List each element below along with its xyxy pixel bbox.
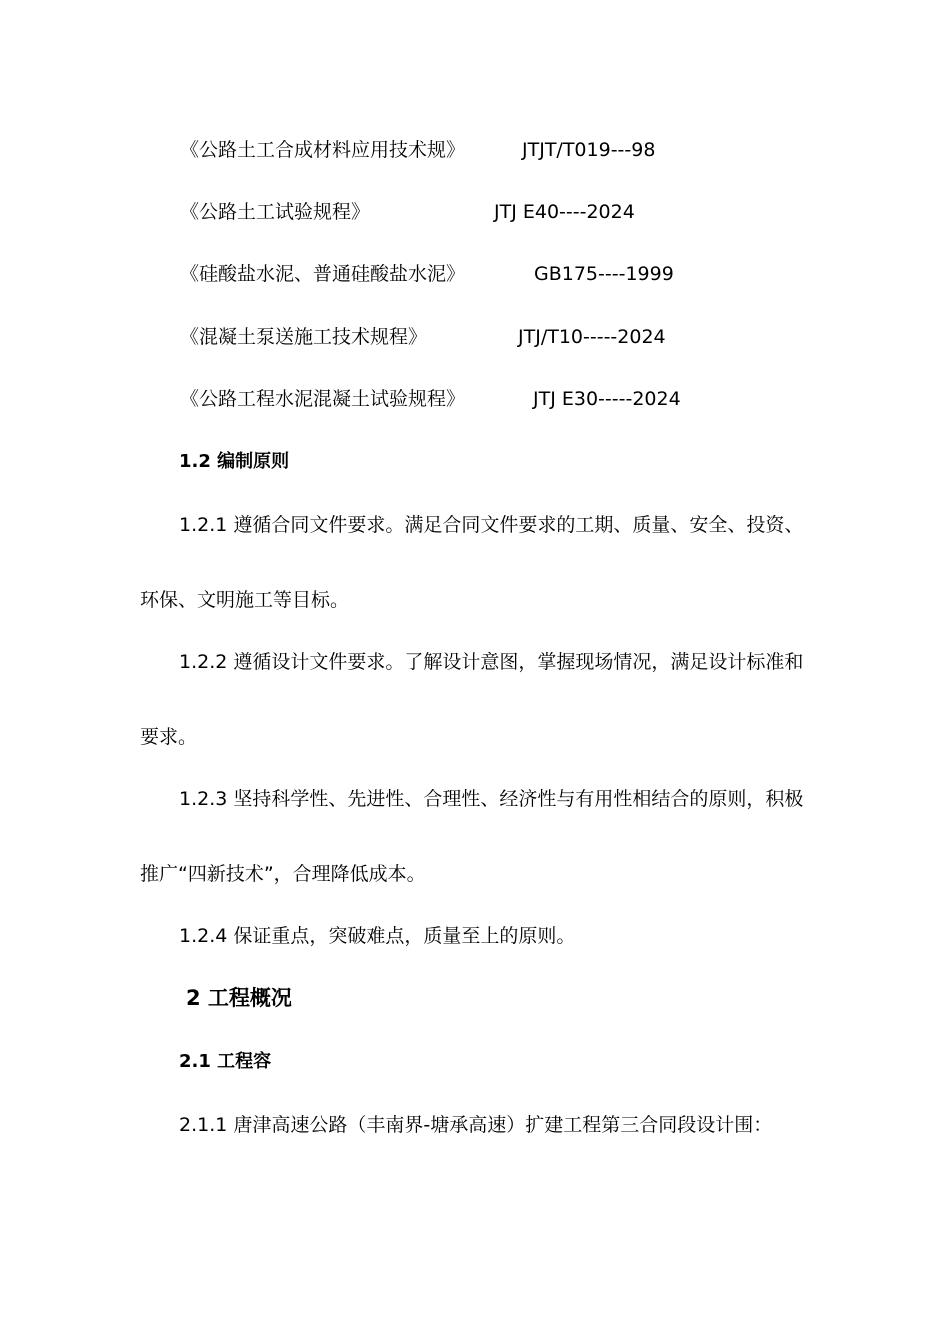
paragraph-line: 环保、文明施工等目标。 xyxy=(140,589,350,611)
paragraph-line: 1.2.2 遵循设计文件要求。了解设计意图，掌握现场情况，满足设计标准和 xyxy=(179,651,804,673)
standard-code: JTJ/T10-----2024 xyxy=(518,326,666,348)
paragraph-line: 1.2.3 坚持科学性、先进性、合理性、经济性与有用性相结合的原则，积极 xyxy=(179,788,804,810)
section-heading-2-1: 2.1 工程容 xyxy=(179,1051,272,1072)
paragraph-line: 1.2.1 遵循合同文件要求。满足合同文件要求的工期、质量、安全、投资、 xyxy=(179,514,804,536)
standard-title: 《公路工程水泥混凝土试验规程》 xyxy=(180,388,466,410)
standard-title: 《硅酸盐水泥、普通硅酸盐水泥》 xyxy=(180,263,466,285)
standard-title: 《公路土工试验规程》 xyxy=(180,201,371,223)
paragraph-line: 要求。 xyxy=(140,726,198,748)
section-heading-2: 2 工程概况 xyxy=(186,986,292,1010)
paragraph-line: 2.1.1 唐津高速公路（丰南界-塘承高速）扩建工程第三合同段设计围： xyxy=(179,1114,773,1136)
standard-title: 《公路土工合成材料应用技术规》 xyxy=(180,139,466,161)
paragraph-line: 推广“四新技术”，合理降低成本。 xyxy=(140,863,426,885)
standard-code: GB175----1999 xyxy=(534,263,674,285)
paragraph-line: 1.2.4 保证重点，突破难点，质量至上的原则。 xyxy=(179,925,576,947)
standard-code: JTJ E40----2024 xyxy=(494,201,635,223)
section-heading-1-2: 1.2 编制原则 xyxy=(179,451,290,472)
standard-code: JTJ E30-----2024 xyxy=(533,388,681,410)
standard-title: 《混凝土泵送施工技术规程》 xyxy=(180,326,428,348)
standard-code: JTJT/T019---98 xyxy=(522,139,656,161)
